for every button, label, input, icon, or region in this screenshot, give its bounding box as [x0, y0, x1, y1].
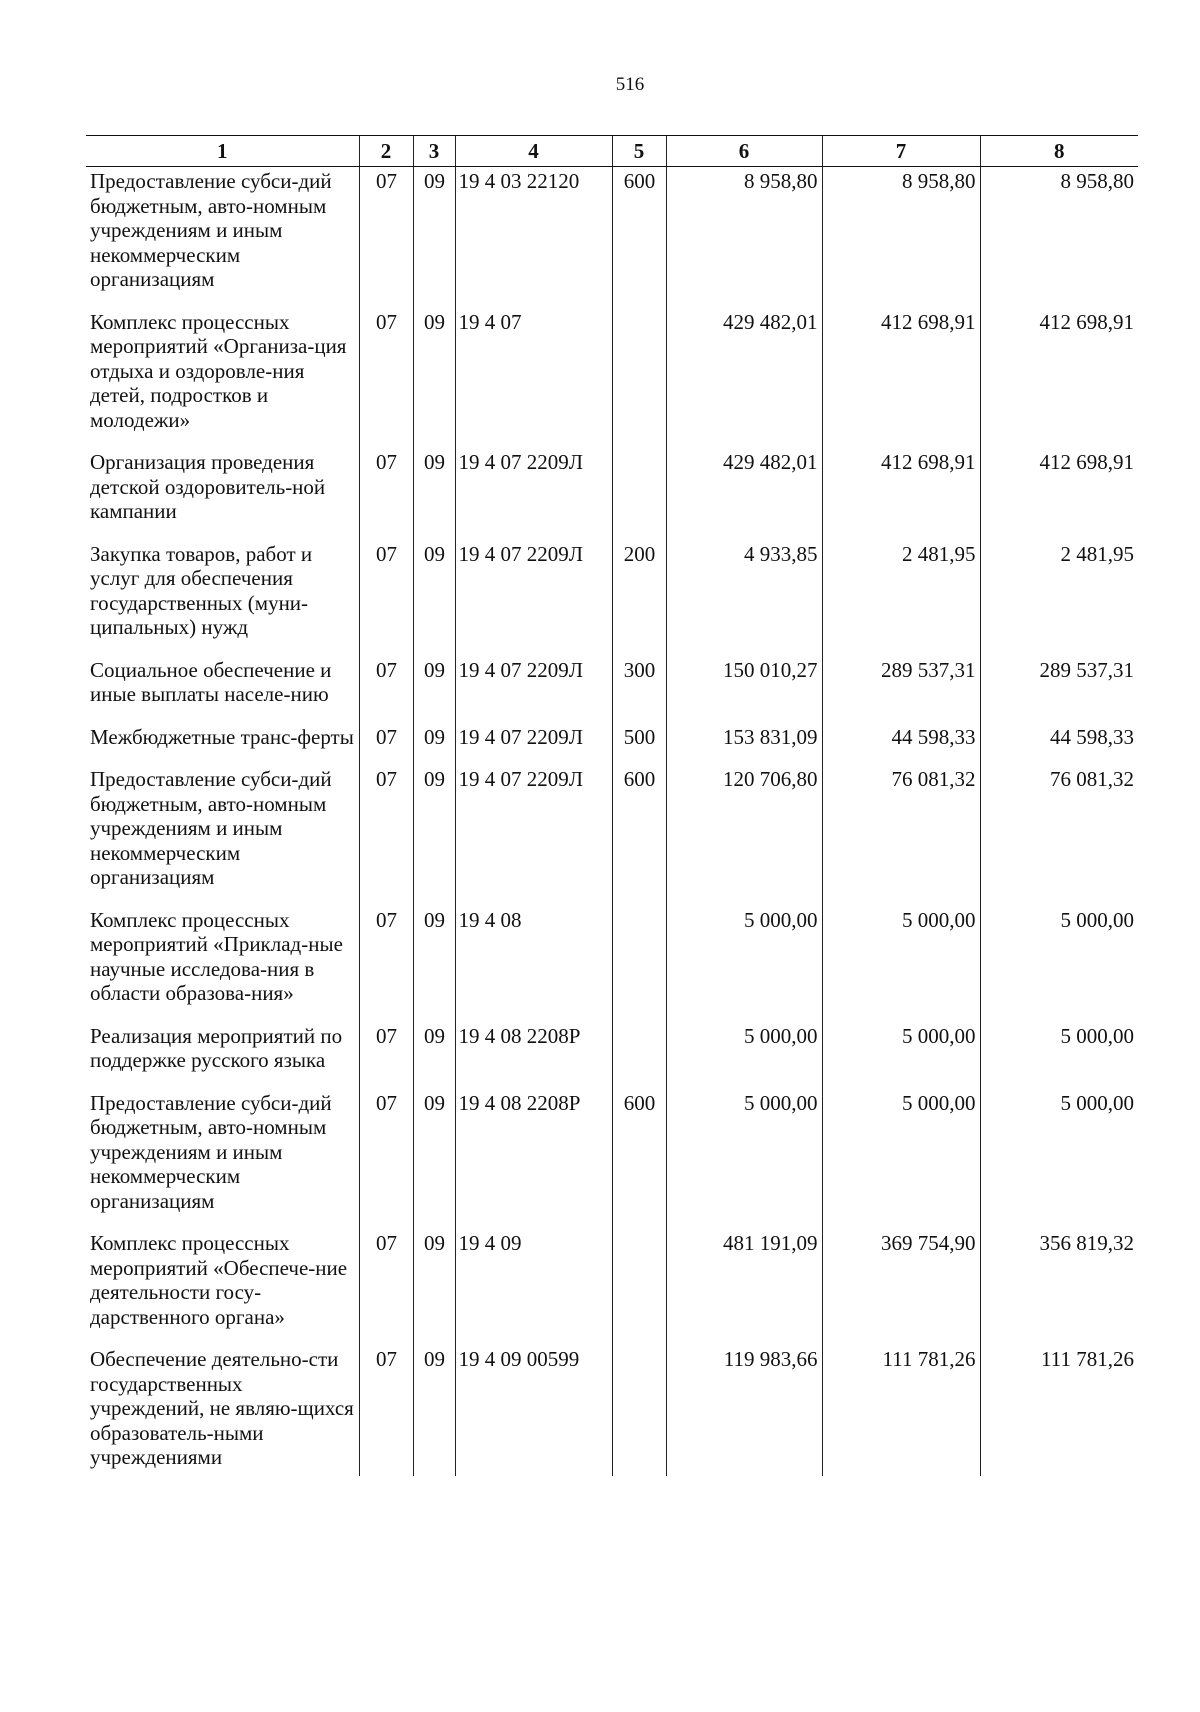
row-name-cell: Комплекс процессных мероприятий «Приклад-ные научные исследова-ния в области образова-ния» — [90, 907, 343, 1005]
expense-type-cell — [612, 450, 666, 542]
section-code-cell: 07 — [359, 1347, 413, 1476]
table-row — [86, 310, 1138, 451]
table-row — [86, 450, 1138, 542]
subsection-code-cell: 09 — [413, 1024, 455, 1091]
section-code-cell: 07 — [359, 1231, 413, 1347]
section-code-cell: 07 — [359, 1024, 413, 1091]
section-code-cell: 07 — [359, 1091, 413, 1232]
row-name-cell: Предоставление субси-дий бюджетным, авто-номным учреждениям и иным некоммерческим организациям — [90, 767, 332, 889]
amount-col8-cell: 289 537,31 — [980, 658, 1138, 725]
target-article-cell: 19 4 07 2209Л — [455, 725, 612, 768]
row-name-cell: Закупка товаров, работ и услуг для обеспечения государственных (муни-ципальных) нужд — [90, 541, 313, 639]
table-row — [86, 542, 1138, 658]
amount-col6-cell: 481 191,09 — [666, 1231, 822, 1347]
amount-col7-cell: 2 481,95 — [822, 542, 980, 658]
target-article-cell: 19 4 08 — [455, 908, 612, 1024]
subsection-code-cell: 09 — [413, 1231, 455, 1347]
amount-col6-cell: 8 958,80 — [666, 167, 822, 310]
subsection-code-cell: 09 — [413, 1091, 455, 1232]
target-article-cell: 19 4 03 22120 — [455, 167, 612, 310]
table-body — [86, 167, 1138, 1476]
amount-col8-cell: 8 958,80 — [980, 167, 1138, 310]
row-name-cell: Обеспечение деятельно-сти государственных учреждений, не являю-щихся образователь-ными учреждениями — [90, 1347, 354, 1469]
target-article-cell: 19 4 09 00599 — [455, 1347, 612, 1476]
section-code-cell: 07 — [359, 725, 413, 768]
expense-type-cell — [612, 1024, 666, 1091]
amount-col8-cell: 44 598,33 — [980, 725, 1138, 768]
table-row — [86, 658, 1138, 725]
amount-col8-cell: 412 698,91 — [980, 310, 1138, 451]
subsection-code-cell: 09 — [413, 658, 455, 725]
target-article-cell: 19 4 07 2209Л — [455, 658, 612, 725]
section-code-cell: 07 — [359, 908, 413, 1024]
target-article-cell: 19 4 09 — [455, 1231, 612, 1347]
expense-type-cell — [612, 1231, 666, 1347]
amount-col6-cell: 429 482,01 — [666, 310, 822, 451]
amount-col6-cell: 5 000,00 — [666, 1024, 822, 1091]
section-code-cell: 07 — [359, 310, 413, 451]
row-name-cell: Социальное обеспечение и иные выплаты населе-нию — [90, 657, 332, 706]
amount-col8-cell: 5 000,00 — [980, 908, 1138, 1024]
table-row — [86, 767, 1138, 908]
table-row — [86, 1347, 1138, 1476]
column-header: 7 — [822, 136, 980, 167]
column-header: 4 — [455, 136, 612, 167]
section-code-cell: 07 — [359, 767, 413, 908]
column-header: 2 — [359, 136, 413, 167]
column-header: 8 — [980, 136, 1138, 167]
subsection-code-cell: 09 — [413, 725, 455, 768]
amount-col8-cell: 2 481,95 — [980, 542, 1138, 658]
subsection-code-cell: 09 — [413, 767, 455, 908]
section-code-cell: 07 — [359, 450, 413, 542]
subsection-code-cell: 09 — [413, 167, 455, 310]
expense-type-cell: 600 — [612, 1091, 666, 1232]
amount-col8-cell: 5 000,00 — [980, 1024, 1138, 1091]
table-row — [86, 167, 1138, 310]
expense-type-cell: 600 — [612, 167, 666, 310]
header-row — [86, 136, 1138, 167]
amount-col7-cell: 111 781,26 — [822, 1347, 980, 1476]
subsection-code-cell: 09 — [413, 450, 455, 542]
table-row — [86, 1091, 1138, 1232]
amount-col8-cell: 412 698,91 — [980, 450, 1138, 542]
amount-col7-cell: 5 000,00 — [822, 1091, 980, 1232]
table-row — [86, 908, 1138, 1024]
row-name-cell: Межбюджетные транс-ферты — [90, 724, 354, 749]
amount-col6-cell: 153 831,09 — [666, 725, 822, 768]
amount-col7-cell: 76 081,32 — [822, 767, 980, 908]
section-code-cell: 07 — [359, 167, 413, 310]
target-article-cell: 19 4 07 2209Л — [455, 542, 612, 658]
subsection-code-cell: 09 — [413, 908, 455, 1024]
amount-col7-cell: 5 000,00 — [822, 908, 980, 1024]
expense-type-cell: 200 — [612, 542, 666, 658]
table-row — [86, 725, 1138, 768]
target-article-cell: 19 4 07 2209Л — [455, 450, 612, 542]
row-name-cell: Организация проведения детской оздоровитель-ной кампании — [90, 450, 326, 523]
column-header: 3 — [413, 136, 455, 167]
amount-col7-cell: 289 537,31 — [822, 658, 980, 725]
target-article-cell: 19 4 07 — [455, 310, 612, 451]
row-name-cell: Реализация мероприятий по поддержке русского языка — [90, 1023, 343, 1072]
row-name-cell: Комплекс процессных мероприятий «Организа-ция отдыха и оздоровле-ния детей, подростков и молодежи» — [90, 309, 347, 432]
section-code-cell: 07 — [359, 658, 413, 725]
table-row — [86, 1231, 1138, 1347]
amount-col7-cell: 412 698,91 — [822, 450, 980, 542]
expense-type-cell — [612, 310, 666, 451]
expense-type-cell: 600 — [612, 767, 666, 908]
amount-col8-cell: 76 081,32 — [980, 767, 1138, 908]
column-header: 6 — [666, 136, 822, 167]
amount-col8-cell: 111 781,26 — [980, 1347, 1138, 1476]
amount-col7-cell: 412 698,91 — [822, 310, 980, 451]
subsection-code-cell: 09 — [413, 1347, 455, 1476]
row-name-cell: Предоставление субси-дий бюджетным, авто-номным учреждениям и иным некоммерческим организациям — [90, 1090, 332, 1213]
column-header: 5 — [612, 136, 666, 167]
row-name-cell: Комплекс процессных мероприятий «Обеспече-ние деятельности госу-дарственного органа» — [90, 1231, 348, 1329]
subsection-code-cell: 09 — [413, 542, 455, 658]
target-article-cell: 19 4 07 2209Л — [455, 767, 612, 908]
target-article-cell: 19 4 08 2208Р — [455, 1024, 612, 1091]
table-row — [86, 1024, 1138, 1091]
row-name-cell: Предоставление субси-дий бюджетным, авто-номным учреждениям и иным некоммерческим организациям — [90, 169, 332, 291]
amount-col6-cell: 119 983,66 — [666, 1347, 822, 1476]
budget-table — [86, 135, 1138, 1476]
column-header: 1 — [86, 136, 359, 167]
amount-col6-cell: 4 933,85 — [666, 542, 822, 658]
amount-col6-cell: 5 000,00 — [666, 908, 822, 1024]
amount-col7-cell: 44 598,33 — [822, 725, 980, 768]
amount-col8-cell: 356 819,32 — [980, 1231, 1138, 1347]
amount-col6-cell: 5 000,00 — [666, 1091, 822, 1232]
amount-col7-cell: 8 958,80 — [822, 167, 980, 310]
amount-col6-cell: 120 706,80 — [666, 767, 822, 908]
section-code-cell: 07 — [359, 542, 413, 658]
amount-col8-cell: 5 000,00 — [980, 1091, 1138, 1232]
subsection-code-cell: 09 — [413, 310, 455, 451]
amount-col6-cell: 429 482,01 — [666, 450, 822, 542]
expense-type-cell: 300 — [612, 658, 666, 725]
expense-type-cell — [612, 1347, 666, 1476]
amount-col7-cell: 369 754,90 — [822, 1231, 980, 1347]
expense-type-cell — [612, 908, 666, 1024]
expense-type-cell: 500 — [612, 725, 666, 768]
amount-col7-cell: 5 000,00 — [822, 1024, 980, 1091]
target-article-cell: 19 4 08 2208Р — [455, 1091, 612, 1232]
page-number: 516 — [615, 74, 645, 95]
amount-col6-cell: 150 010,27 — [666, 658, 822, 725]
